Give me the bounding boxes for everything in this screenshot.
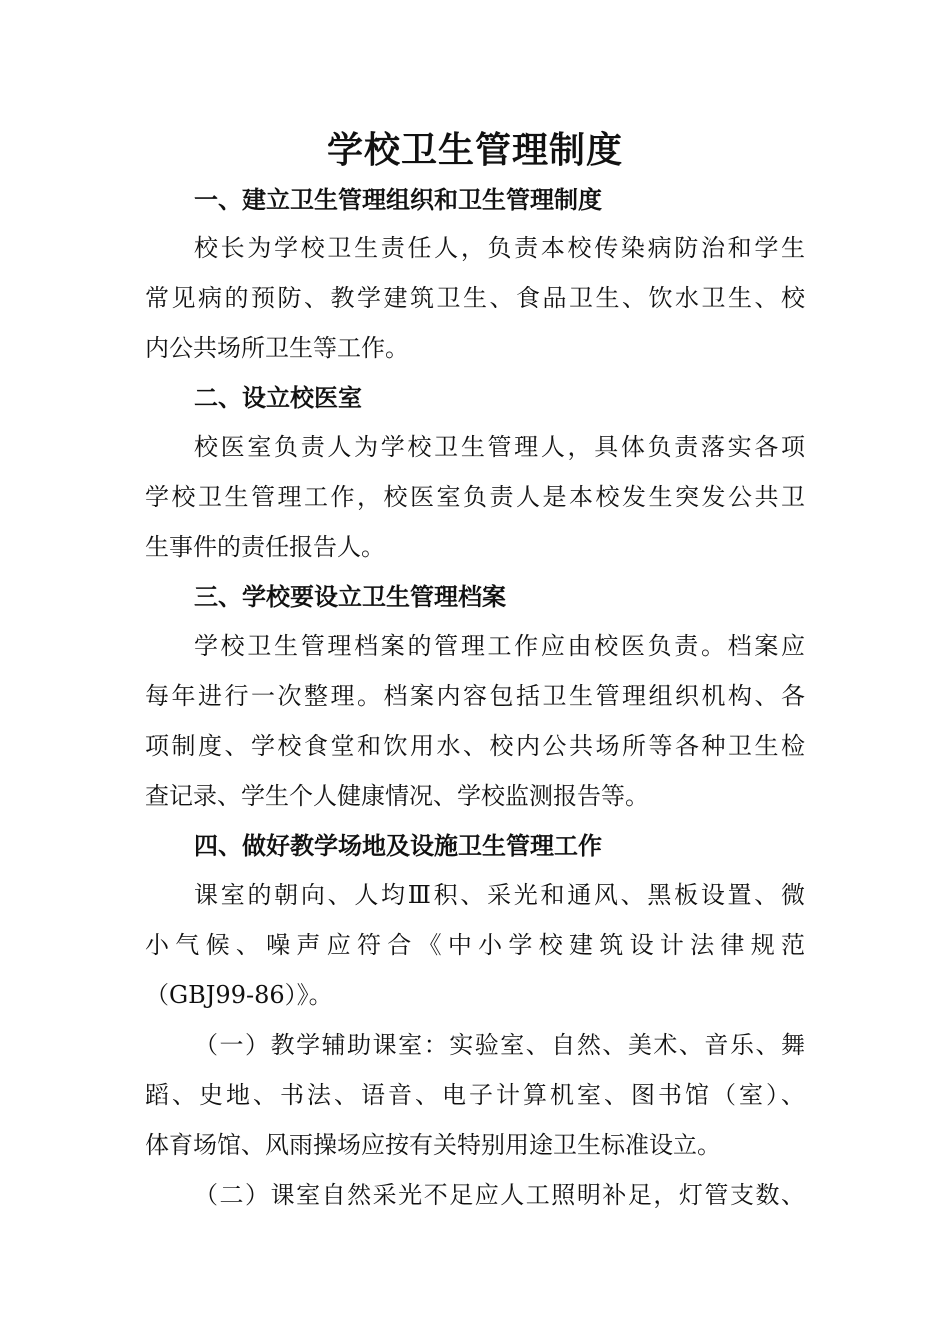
paragraph-line: 课室的朝向、人均Ⅲ积、采光和通风、黑板设置、微 bbox=[194, 881, 805, 909]
paragraph-line: 学校卫生管理档案的管理工作应由校医负责。档案应 bbox=[194, 632, 805, 660]
paragraph-line: 体育场馆、风雨操场应按有关特别用途卫生标准设立。 bbox=[145, 1131, 721, 1159]
section-heading-4: 四、做好教学场地及设施卫生管理工作 bbox=[194, 831, 602, 860]
section-heading-1: 一、建立卫生管理组织和卫生管理制度 bbox=[194, 185, 602, 214]
paragraph-line: 校长为学校卫生责任人，负责本校传染病防治和学生 bbox=[194, 234, 805, 262]
paragraph-line: 蹈、史地、书法、语音、电子计算机室、图书馆（室）、 bbox=[145, 1081, 805, 1109]
paragraph-line: 项制度、学校食堂和饮用水、校内公共场所等各种卫生检 bbox=[145, 732, 805, 760]
paragraph-line: 校医室负责人为学校卫生管理人，具体负责落实各项 bbox=[194, 433, 805, 461]
paragraph-line: 查记录、学生个人健康情况、学校监测报告等。 bbox=[145, 782, 649, 810]
paragraph-line: 生事件的责任报告人。 bbox=[145, 533, 385, 561]
section-heading-2: 二、设立校医室 bbox=[194, 383, 362, 412]
paragraph-line: 学校卫生管理工作，校医室负责人是本校发生突发公共卫 bbox=[145, 483, 805, 511]
section-heading-3: 三、学校要设立卫生管理档案 bbox=[194, 582, 506, 611]
paragraph-line: 常见病的预防、教学建筑卫生、食品卫生、饮水卫生、校 bbox=[145, 284, 805, 312]
paragraph-line: 小气候、噪声应符合《中小学校建筑设计法律规范 bbox=[145, 931, 805, 959]
paragraph-line: （GBJ99-86）》。 bbox=[145, 981, 333, 1009]
paragraph-line: 内公共场所卫生等工作。 bbox=[145, 334, 409, 362]
paragraph-line: （二）课室自然采光不足应人工照明补足，灯管支数、 bbox=[194, 1181, 805, 1209]
paragraph-line: 每年进行一次整理。档案内容包括卫生管理组织机构、各 bbox=[145, 682, 805, 710]
paragraph-line: （一）教学辅助课室：实验室、自然、美术、音乐、舞 bbox=[194, 1031, 805, 1059]
document-title: 学校卫生管理制度 bbox=[326, 129, 623, 171]
